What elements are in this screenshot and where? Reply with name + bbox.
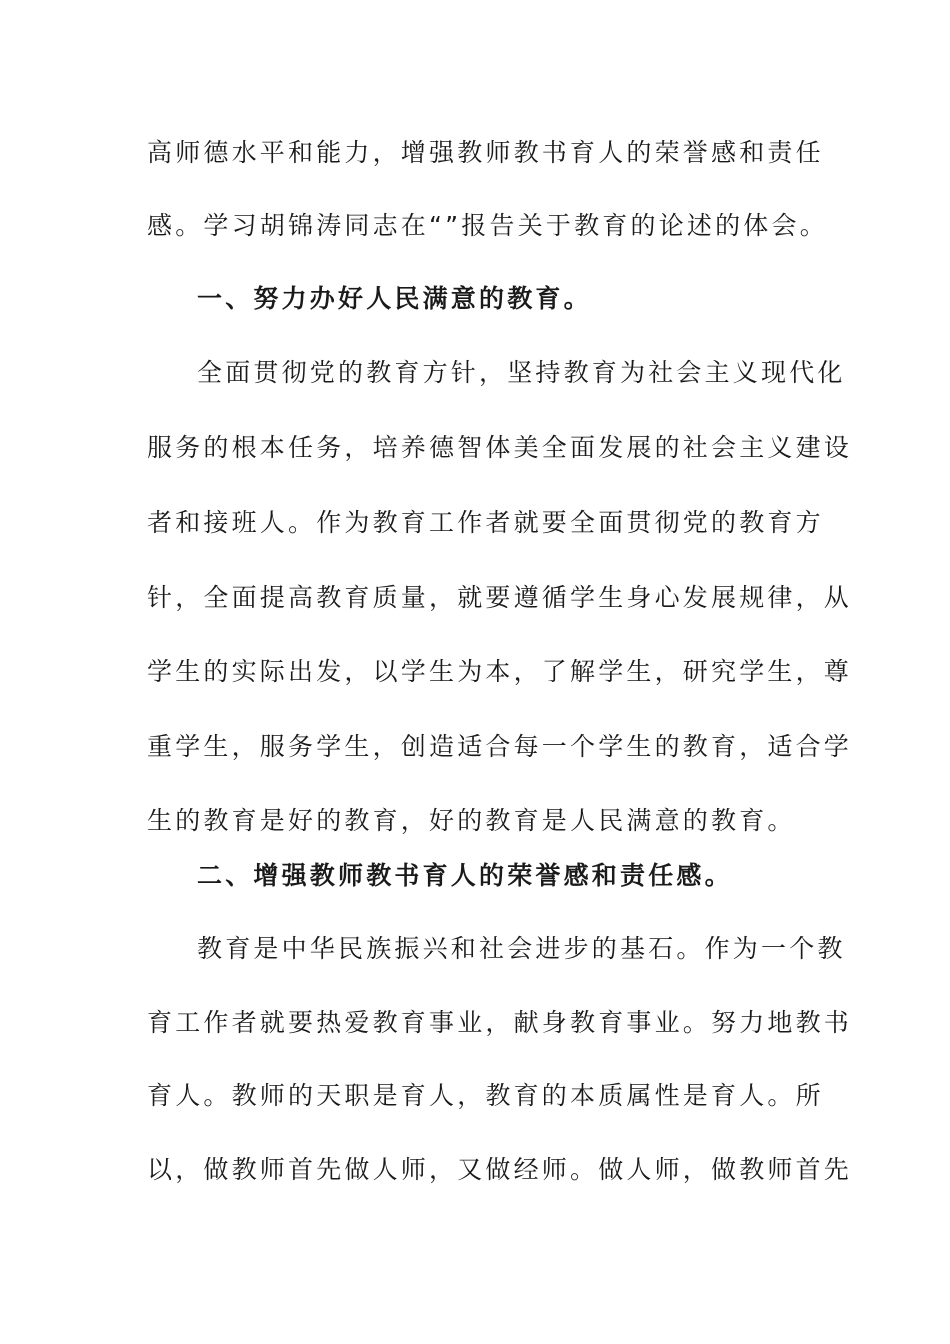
body-text-line: 高师德水平和能力，增强教师教书育人的荣誉感和责任 bbox=[147, 138, 824, 167]
body-text-line: 者和接班人。作为教育工作者就要全面贯彻党的教育方 bbox=[147, 508, 824, 537]
body-text-line: 生的教育是好的教育，好的教育是人民满意的教育。 bbox=[147, 806, 796, 835]
body-text-line: 感。学习胡锦涛同志在“”报告关于教育的论述的体会。 bbox=[147, 211, 828, 240]
body-text-line: 以，做教师首先做人师，又做经师。做人师，做教师首先 bbox=[147, 1155, 853, 1184]
section-heading-2: 二、增强教师教书育人的荣誉感和责任感。 bbox=[197, 861, 733, 890]
body-text-line: 学生的实际出发，以学生为本，了解学生，研究学生，尊 bbox=[147, 657, 853, 686]
body-text-line: 全面贯彻党的教育方针，坚持教育为社会主义现代化 bbox=[197, 358, 846, 387]
section-heading-1: 一、努力办好人民满意的教育。 bbox=[197, 284, 592, 313]
body-text-line: 服务的根本任务，培养德智体美全面发展的社会主义建设 bbox=[147, 433, 853, 462]
body-text-line: 针，全面提高教育质量，就要遵循学生身心发展规律，从 bbox=[147, 583, 853, 612]
body-text-line: 育工作者就要热爱教育事业，献身教育事业。努力地教书 bbox=[147, 1008, 853, 1037]
body-text-line: 教育是中华民族振兴和社会进步的基石。作为一个教 bbox=[197, 934, 846, 963]
body-text-line: 育人。教师的天职是育人，教育的本质属性是育人。所 bbox=[147, 1081, 824, 1110]
body-text-line: 重学生，服务学生，创造适合每一个学生的教育，适合学 bbox=[147, 732, 853, 761]
